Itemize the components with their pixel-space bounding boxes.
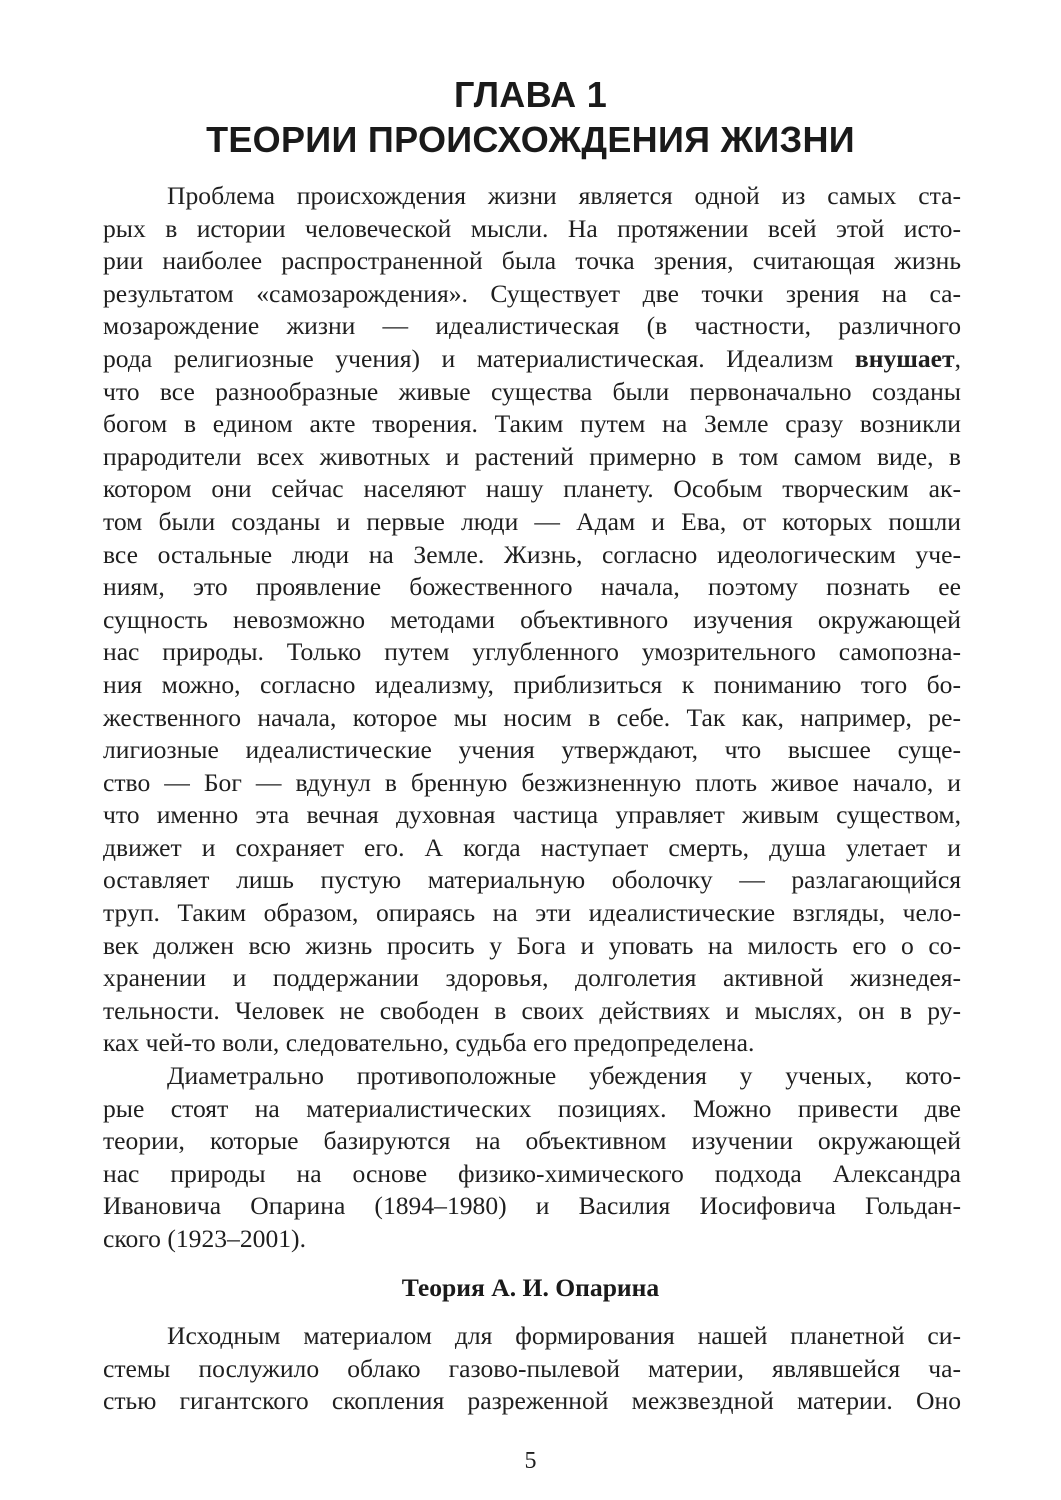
section-heading: Теория А. И. Опарина [401,1273,660,1302]
text-line: все остальные люди на Земле. Жизнь, согласно идеологическим уче- [103,539,961,569]
emphasized-word: внушает [854,343,955,373]
text-line: ского (1923–2001). [103,1223,306,1253]
text-line: Диаметрально противоположные убеждения у ученых, кото- [167,1061,961,1090]
chapter-title: ТЕОРИИ ПРОИСХОЖДЕНИЯ ЖИЗНИ [206,119,855,160]
text-line: что именно эта вечная духовная частица управляет живым существом, [103,800,961,830]
text-line: прародители всех животных и растений примерно в том самом виде, в [103,441,961,471]
text-line: мозарождение жизни — идеалистическая (в частности, различного [103,311,961,341]
text-line: Исходным материалом для формирования нашей планетной си- [167,1321,961,1350]
text-line: Проблема происхождения жизни является одной из самых ста- [167,181,961,210]
text-line: что все разнообразные живые существа были первоначально созданы [103,376,961,406]
text-line: Ивановича Опарина (1894–1980) и Василия Иосифовича Гольдан- [103,1191,961,1221]
text-line: труп. Таким образом, опираясь на эти идеалистические взгляды, чело- [103,898,961,928]
text-line: ния можно, согласно идеализму, приблизиться к пониманию того бо- [103,669,961,699]
text-line: нас природы на основе физико-химического подхода Александра [103,1158,961,1188]
text-line: хранении и поддержании здоровья, долголетия активной жизнедея- [103,963,961,993]
text-line: богом в едином акте творения. Таким путем на Земле сразу возникли [103,409,961,439]
text-line: рых в истории человеческой мысли. На протяжении всей этой исто- [103,213,961,243]
text-line: ниям, это проявление божественного начала, поэтому познать ее [103,572,961,602]
text-line: стемы послужило облако газово-пылевой материи, являвшейся ча- [103,1353,961,1383]
paragraph-2 [103,1060,961,1256]
text-line: ство — Бог — вдунул в бренную безжизненную плоть живое начало, и [103,767,961,797]
text-line: оставляет лишь пустую материальную оболочку — разлагающийся [103,865,961,895]
chapter-number: ГЛАВА 1 [453,74,608,115]
punctuation: , [954,343,961,373]
paragraph-3 [103,1320,961,1418]
text-line: ках чей-то воли, следовательно, судьба его предопределена. [103,1028,755,1058]
text-line: век должен всю жизнь просить у Бога и уповать на милость его о со- [103,930,961,960]
text-line: сущность невозможно методами объективного изучения окружающей [103,604,961,634]
text-line: результатом «самозарождения». Существует две точки зрения на са- [103,278,961,308]
text-line: движет и сохраняет его. А когда наступает смерть, душа улетает и [103,832,961,862]
text-line: жественного начала, которое мы носим в себе. Так как, например, ре- [103,702,961,732]
chapter-heading [100,72,961,162]
text-line: том были созданы и первые люди — Адам и Ева, от которых пошли [103,506,961,536]
text-line: теории, которые базируются на объективном изучении окружающей [103,1126,961,1156]
text-line: котором они сейчас населяют нашу планету. Особым творческим ак- [103,474,961,504]
text-line: рые стоят на материалистических позициях. Можно привести две [103,1093,961,1123]
page-number: 5 [524,1448,537,1474]
text-line: стью гигантского скопления разреженной межзвездной материи. Оно [103,1386,961,1416]
text-segment: рода религиозные учения) и материалистическая. Идеализм [103,343,855,373]
paragraph-1 [103,180,961,1060]
text-line: нас природы. Только путем углубленного умозрительного самопозна- [103,637,961,667]
text-line: рии наиболее распространенной была точка зрения, считающая жизнь [103,246,961,276]
text-line: тельности. Человек не свободен в своих действиях и мыслях, он в ру- [103,995,961,1025]
text-line: лигиозные идеалистические учения утверждают, что высшее суще- [103,735,961,765]
text-line-with-emphasis [103,343,961,376]
